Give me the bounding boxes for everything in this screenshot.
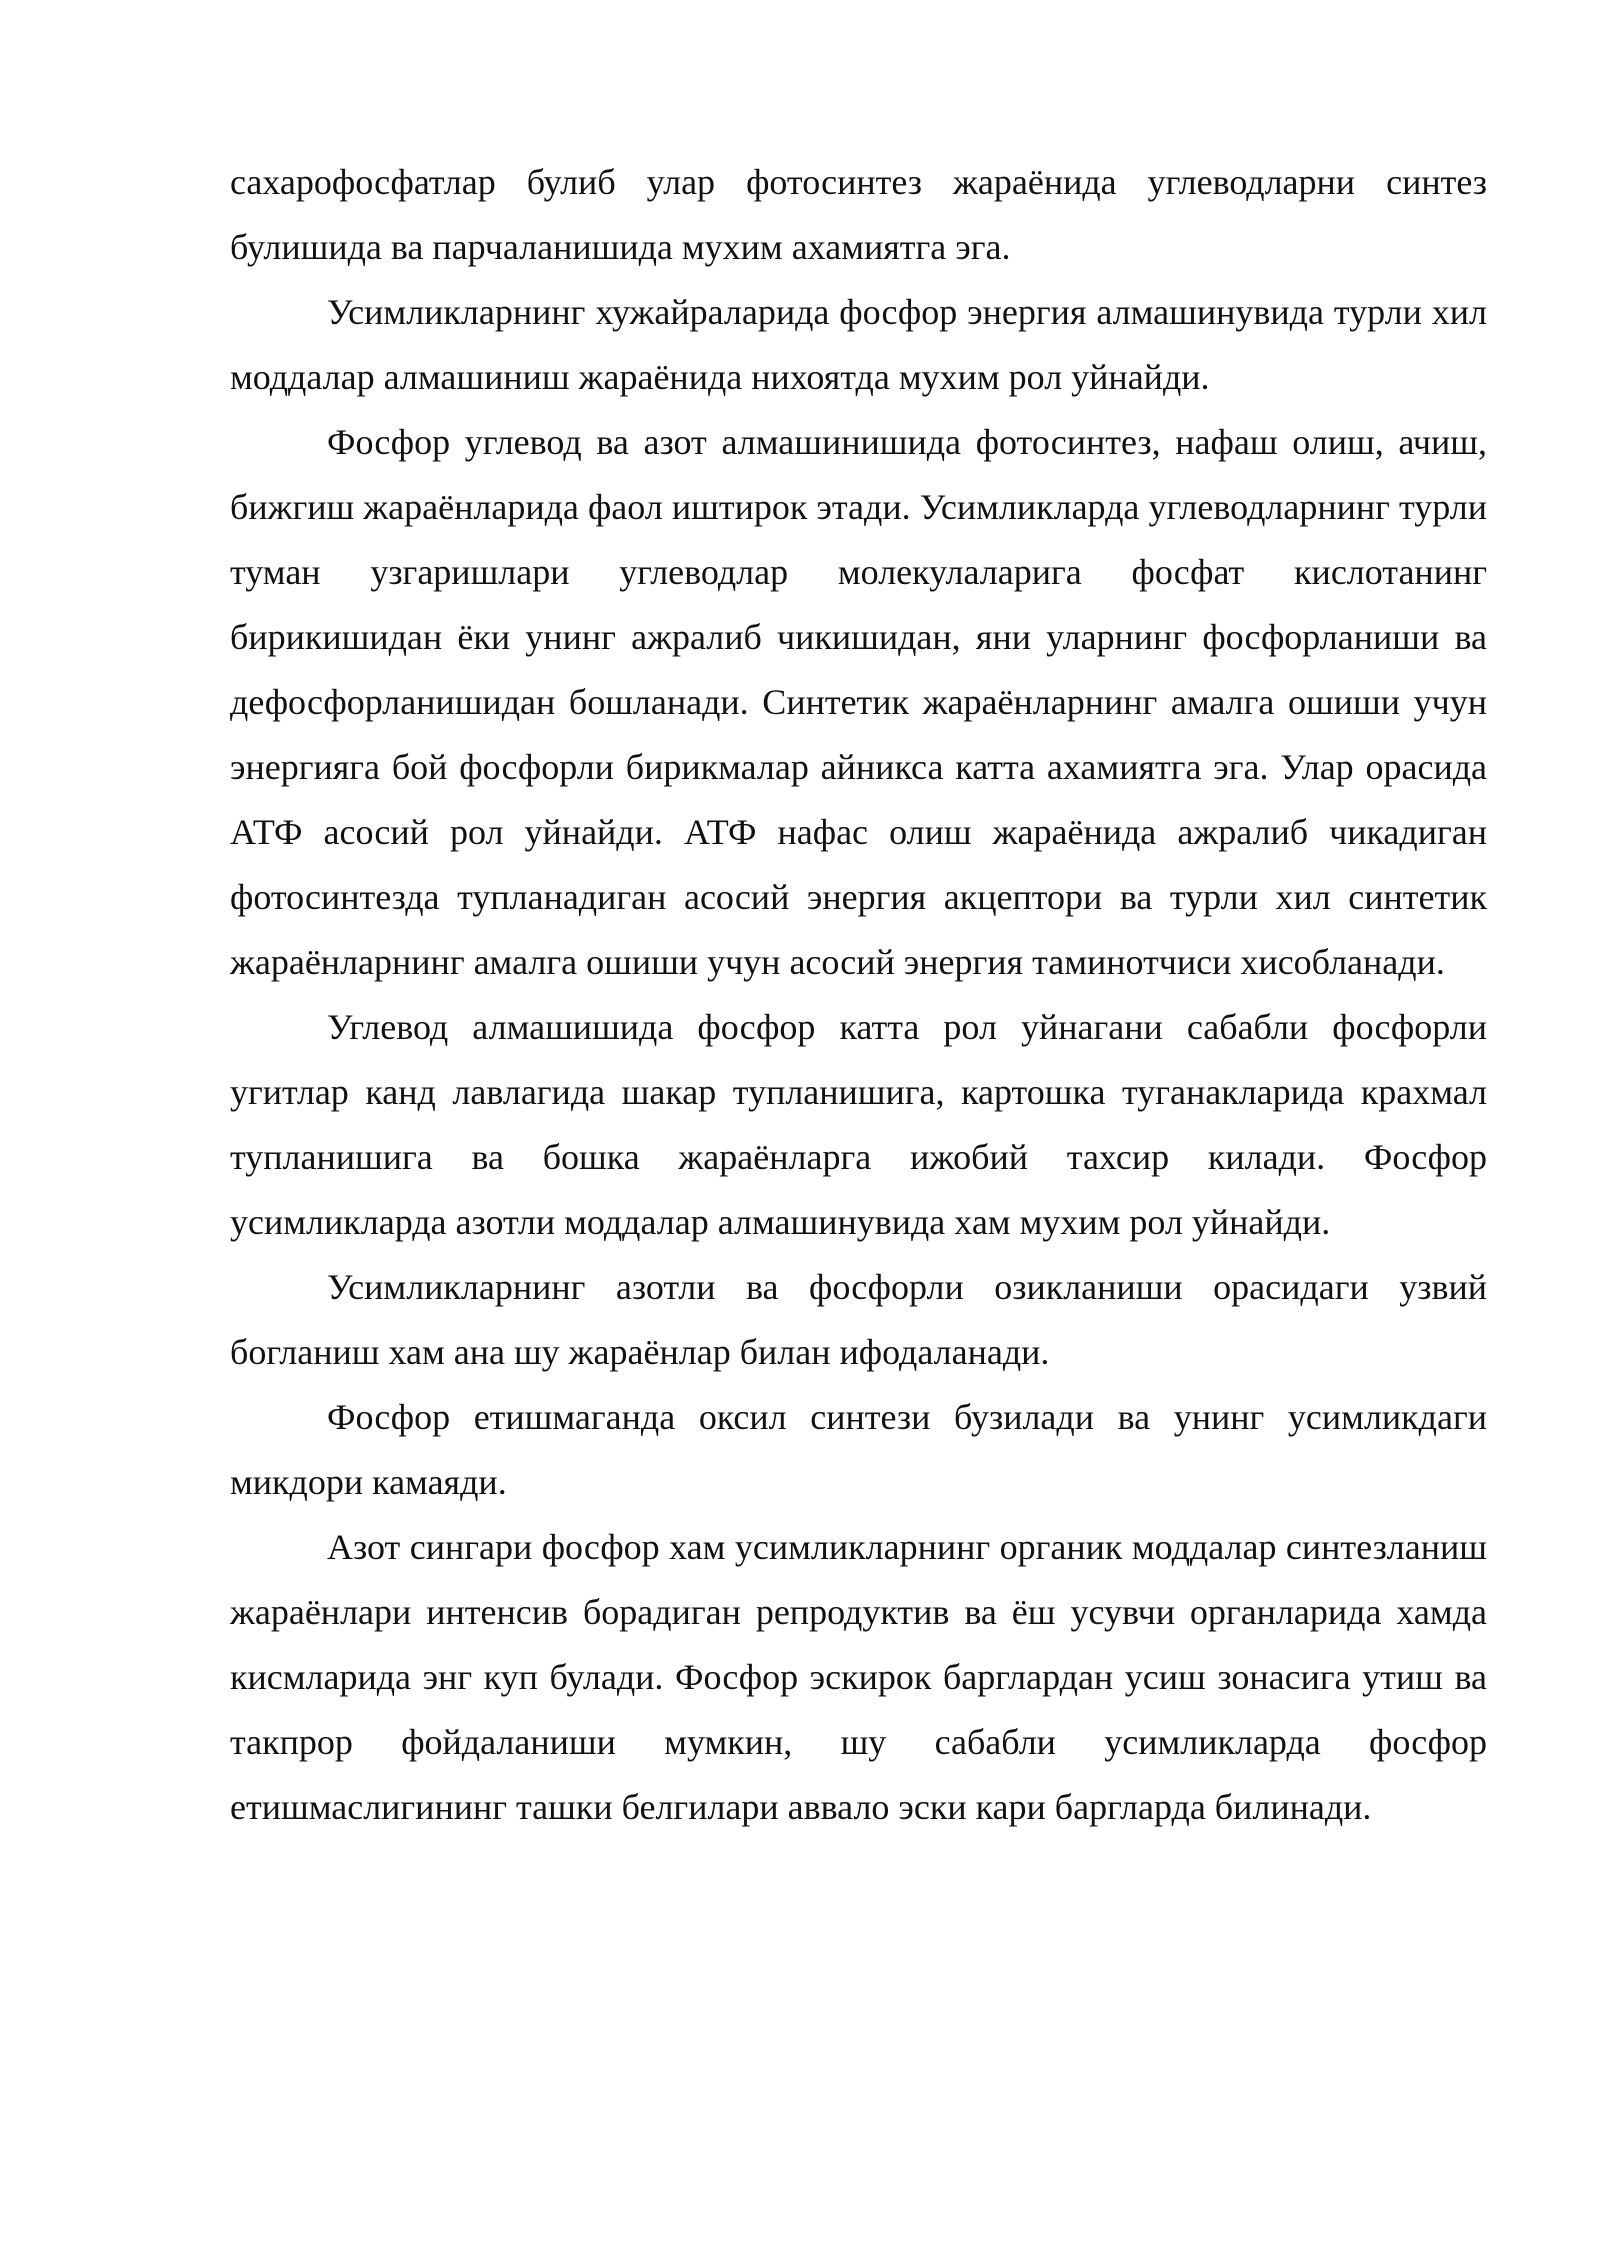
paragraph-1: сахарофосфатлар булиб улар фотосинтез жараёнида углеводларни синтез булишида ва парчаланишида мухим ахамиятга эга. (230, 162, 1487, 267)
document-body (230, 150, 1487, 1840)
paragraph-5: Усимликларнинг азотли ва фосфорли озикланиши орасидаги узвий богланиш хам ана шу жараёнлар билан ифодаланади. (230, 1267, 1487, 1372)
paragraph-3: Фосфор углевод ва азот алмашинишида фотосинтез, нафаш олиш, ачиш, бижгиш жараёнларида фаол иштирок этади. Усимликларда углеводларнинг турли туман узгаришлари углеводлар молекулаларига фосфат кислотанинг бирикишидан ёки унинг ажралиб чикишидан, яни уларнинг фосфорланиши ва дефосфорланишидан бошланади. Синтетик жараёнларнинг амалга ошиши учун энергияга бой фосфорли бирикмалар айникса катта ахамиятга эга. Улар орасида АТФ асосий рол уйнайди. АТФ нафас олиш жараёнида ажралиб чикадиган фотосинтезда тупланадиган асосий энергия акцептори ва турли хил синтетик жараёнларнинг амалга ошиши учун асосий энергия таминотчиси хисобланади. (230, 422, 1487, 982)
paragraph-4: Углевод алмашишида фосфор катта рол уйнагани сабабли фосфорли угитлар канд лавлагида шакар тупланишига, картошка туганакларида крахмал тупланишига ва бошка жараёнларга ижобий тахсир килади. Фосфор усимликларда азотли моддалар алмашинувида хам мухим рол уйнайди. (230, 1007, 1487, 1242)
paragraph-6: Фосфор етишмаганда оксил синтези бузилади ва унинг усимликдаги микдори камаяди. (230, 1397, 1487, 1502)
paragraph-7: Азот сингари фосфор хам усимликларнинг органик моддалар синтезланиш жараёнлари интенсив борадиган репродуктив ва ёш усувчи органларида хамда кисмларида энг куп булади. Фосфор эскирок барглардан усиш зонасига утиш ва такпрор фойдаланиши мумкин, шу сабабли усимликларда фосфор етишмаслигининг ташки белгилари аввало эски кари баргларда билинади. (230, 1527, 1487, 1827)
paragraph-2: Усимликларнинг хужайраларида фосфор энергия алмашинувида турли хил моддалар алмашиниш жараёнида нихоятда мухим рол уйнайди. (230, 292, 1487, 397)
